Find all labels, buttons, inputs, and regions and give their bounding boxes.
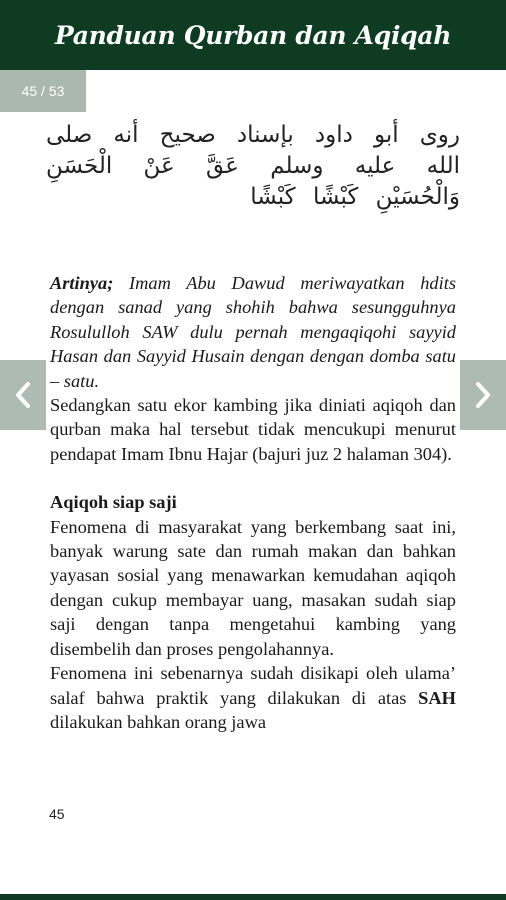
page-number: 45: [49, 806, 65, 822]
artinya-label: Artinya;: [50, 273, 114, 293]
next-page-button[interactable]: [460, 360, 506, 430]
paragraph-2: Fenomena di masyarakat yang berkembang saat ini, banyak warung sate dan rumah makan dan bahkan yayasan sosial yang menawarkan kemudahan aqiqoh dengan cukup membayar uang, masakan sudah siap saji dengan tanpa mengetahui kambing yang disembelih dan proses pengolahannya.: [50, 516, 456, 659]
previous-page-button[interactable]: [0, 360, 46, 430]
paragraph-3: [50, 661, 456, 734]
paragraph-1: Sedangkan satu ekor kambing jika diniati aqiqoh dan qurban maka hal tersebut tidak mencukupi menurut pendapat Imam Ibnu Hajar (bajuri juz 2 halaman 304).: [50, 395, 456, 464]
page-content: [50, 271, 456, 734]
paragraph-3-bold: SAH: [418, 687, 456, 708]
section-heading: Aqiqoh siap saji: [50, 492, 177, 513]
translation-paragraph: [50, 271, 456, 393]
chevron-right-icon: [474, 380, 492, 410]
page-counter: 45 / 53: [0, 70, 86, 112]
paragraph-3-part-b: dilakukan bahkan orang jawa: [50, 711, 267, 732]
spacer: [50, 466, 456, 490]
app-header: [0, 0, 506, 70]
app-title: Panduan Qurban dan Aqiqah: [54, 20, 452, 50]
arabic-text: روى أبو داود بإسناد صحيح أنه صلى الله عليه وسلم عَقَّ عَنْ الْحَسَنِ وَالْحُسَيْنِ كَبْشًا كَبْشًا: [46, 122, 460, 210]
paragraph-3-part-a: Fenomena ini sebenarnya sudah disikapi oleh ulama’ salaf bahwa praktik yang dilakukan di atas: [50, 663, 456, 708]
bottom-bar: [0, 894, 506, 900]
artinya-text: Imam Abu Dawud meriwayatkan hdits dengan sanad yang shohih bahwa sesungguhnya Rosululloh SAW dulu pernah mengaqiqohi sayyid Hasan dan Sayyid Husain dengan dengan domba satu – satu.: [50, 273, 456, 391]
chevron-left-icon: [14, 380, 32, 410]
